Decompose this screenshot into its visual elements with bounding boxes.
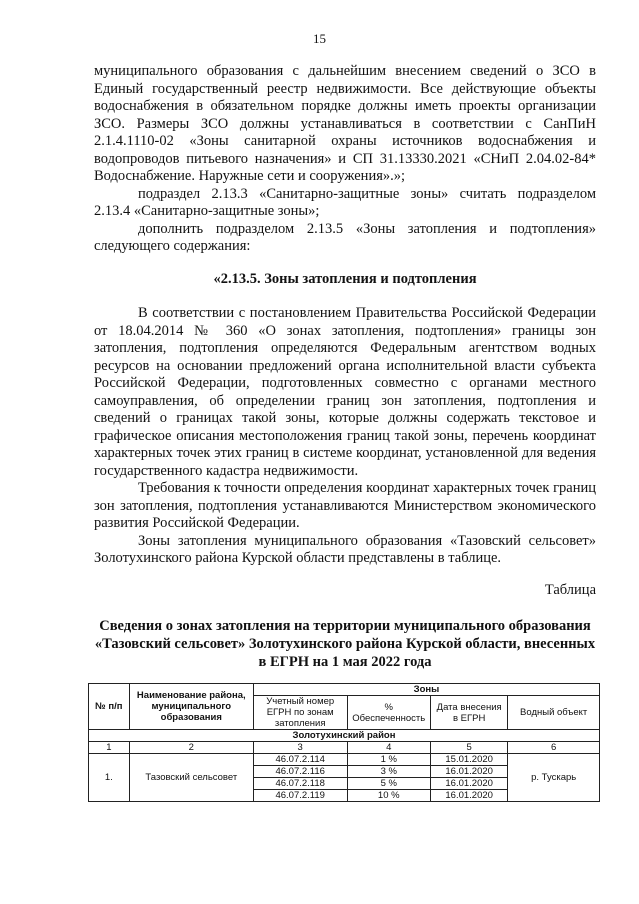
page-number: 15 [313,31,326,46]
col-num: 2 [129,742,253,754]
date-value: 15.01.2020 [430,754,507,766]
table-label: Таблица [544,582,596,598]
reg-number: 46.07.2.118 [253,778,347,790]
pct-value: 1 % [347,754,430,766]
header-num: № п/п [89,684,130,730]
table-title: Сведения о зонах затопления на территории муниципального образования «Тазовский сельсовет» Золотухинского района Курской области, внесенных в ЕГРН на 1 мая 2022 года [94,618,596,670]
header-zones: Зоны [253,684,599,696]
pct-value: 5 % [347,778,430,790]
row-number: 1. [89,754,130,802]
header-name: Наименование района, муниципального образования [129,684,253,730]
paragraph: муниципального образования с дальнейшим внесением сведений о ЗСО в Единый государственный реестр недвижимости. Все действующие объекты водоснабжения в обязательном порядке должны иметь проекты организации ЗСО. Размеры ЗСО должны устанавливаться в соответствии с СанПиН 2.1.4.1110-02 «Зоны санитарной охраны источников водоснабжения и водопроводов питьевого назначения» и СП 31.13330.2021 «СНиП 2.04.02-84* Водоснабжение. Наружные сети и сооружения».»; [94,63,596,184]
table-row [89,754,600,766]
reg-number: 46.07.2.114 [253,754,347,766]
paragraph: подраздел 2.13.3 «Санитарно-защитные зоны» считать подразделом 2.13.4 «Санитарно-защитные зоны»; [94,185,596,219]
col-num: 4 [347,742,430,754]
header-pct: % Обеспеченность [347,696,430,730]
header-reg: Учетный номер ЕГРН по зонам затопления [253,696,347,730]
col-num: 5 [430,742,507,754]
reg-number: 46.07.2.116 [253,766,347,778]
header-date: Дата внесения в ЕГРН [430,696,507,730]
date-value: 16.01.2020 [430,778,507,790]
reg-number: 46.07.2.119 [253,790,347,802]
row-municipality: Тазовский сельсовет [129,754,253,802]
zones-table [88,683,600,802]
paragraph: дополнить подразделом 2.13.5 «Зоны затопления и подтопления» следующего содержания: [94,220,596,254]
district-row: Золотухинский район [89,730,600,742]
paragraph: Требования к точности определения координат характерных точек границ зон затопления, подтопления устанавливаются Министерством экономического развития Российской Федерации. [94,480,596,531]
paragraph: В соответствии с постановлением Правительства Российской Федерации от 18.04.2014 № 360 «О зонах затопления, подтопления» границы зон затопления, подтопления определяются Федеральным агентством водных ресурсов на основании предложений органа исполнительной власти субъекта Российской Федерации, подготовленных совместно с органами местного самоуправления, об определении границ зон затопления, подтопления и сведений о границах такой зоны, которые должны содержать текстовое и графическое описания местоположения границ такой зоны, перечень координат характерных точек этих границ в системе координат, установленной для ведения государственного кадастра недвижимости. [94,305,596,479]
text-block-1 [94,63,596,256]
col-num: 1 [89,742,130,754]
header-water: Водный объект [508,696,600,730]
col-num: 3 [253,742,347,754]
pct-value: 3 % [347,766,430,778]
water-object: р. Тускарь [508,754,600,802]
date-value: 16.01.2020 [430,790,507,802]
column-number-row [89,742,600,754]
pct-value: 10 % [347,790,430,802]
paragraph: Зоны затопления муниципального образования «Тазовский сельсовет» Золотухинского района Курской области представлены в таблице. [94,532,596,566]
col-num: 6 [508,742,600,754]
text-block-2 [94,305,596,568]
date-value: 16.01.2020 [430,766,507,778]
section-heading: «2.13.5. Зоны затопления и подтопления [213,271,477,287]
